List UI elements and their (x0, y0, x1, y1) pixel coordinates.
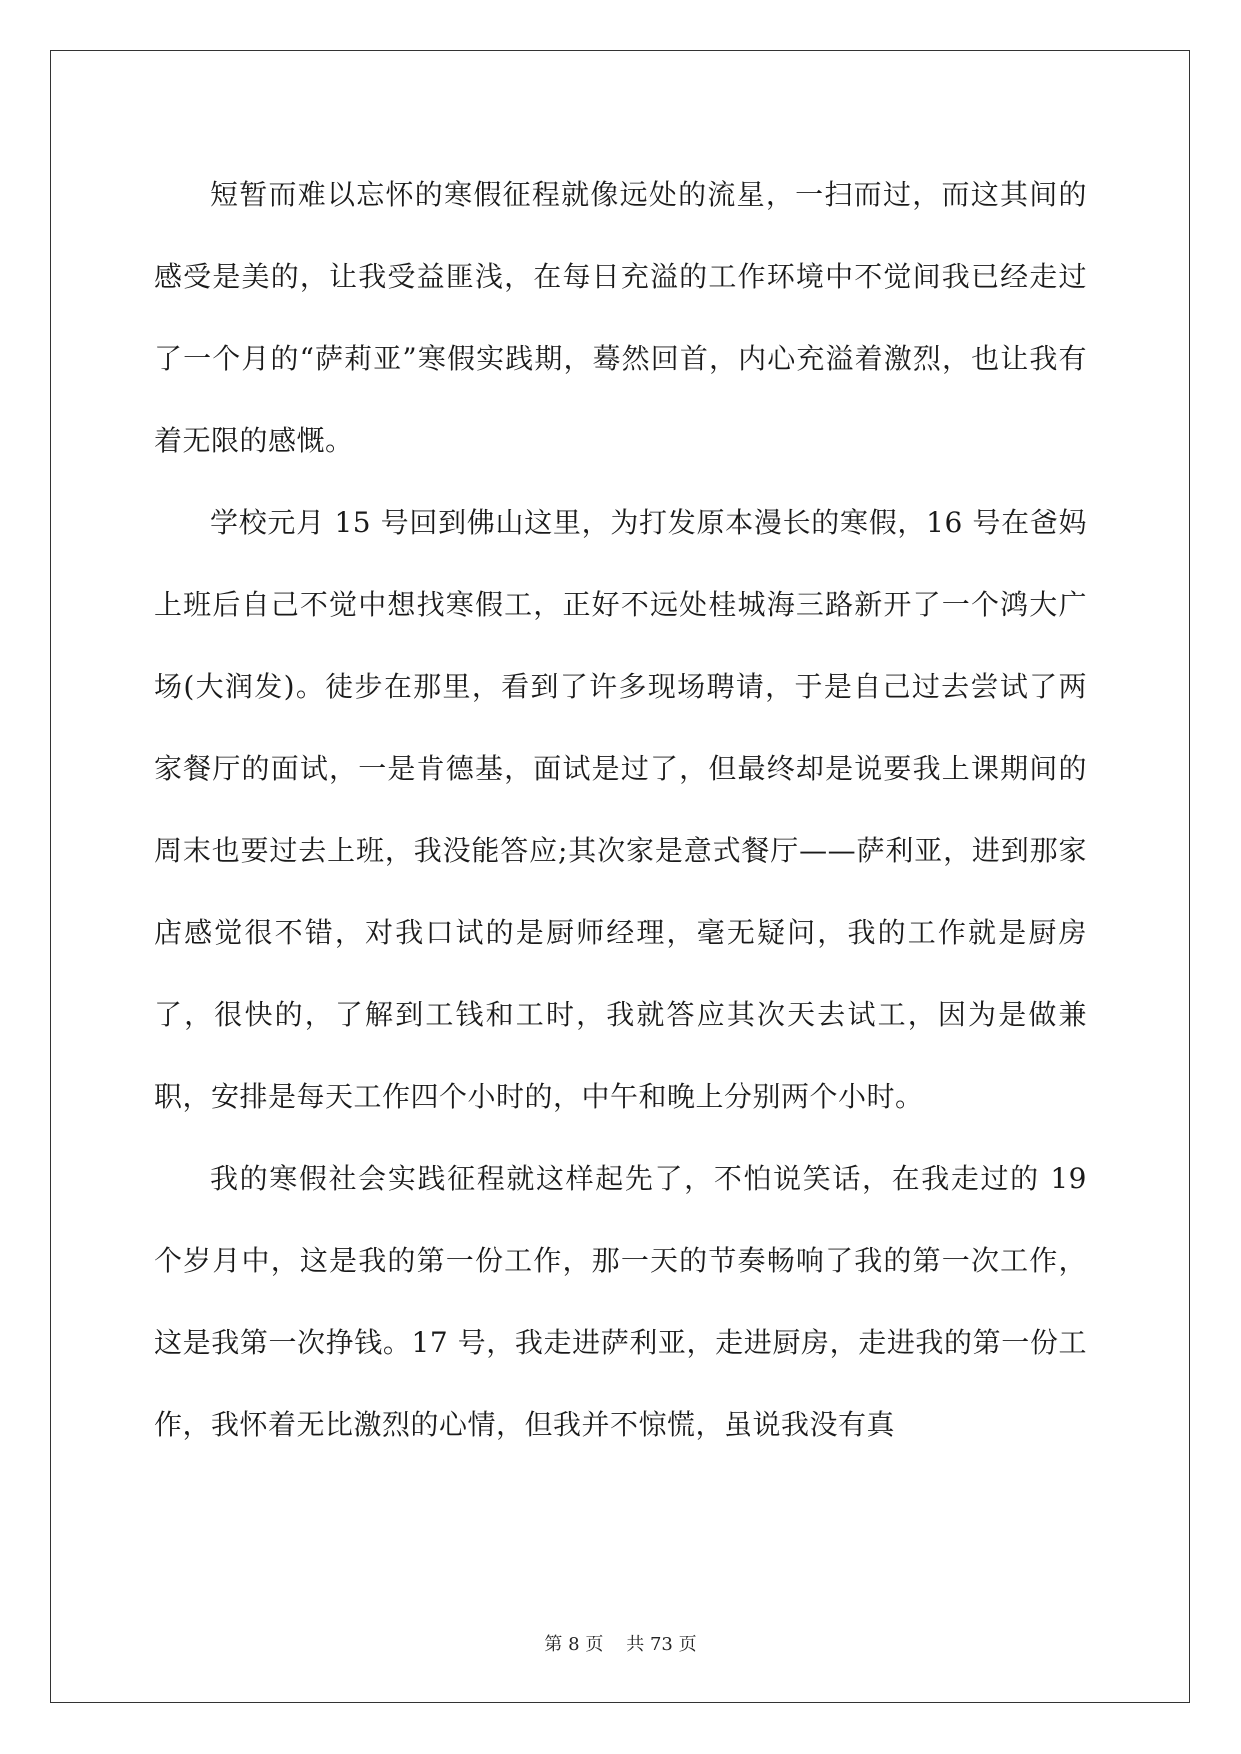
paragraph-2: 学校元月 15 号回到佛山这里，为打发原本漫长的寒假，16 号在爸妈上班后自己不觉中想找寒假工，正好不远处桂城海三路新开了一个鸿大广场(大润发)。徒步在那里，看到了许多现场聘请，于是自己过去尝试了两家餐厅的面试，一是肯德基，面试是过了，但最终却是说要我上课期间的周末也要过去上班，我没能答应;其次家是意式餐厅——萨利亚，进到那家店感觉很不错，对我口试的是厨师经理，毫无疑问，我的工作就是厨房了，很快的，了解到工钱和工时，我就答应其次天去试工，因为是做兼职，安排是每天工作四个小时的，中午和晚上分别两个小时。 (154, 506, 1087, 1113)
document-body (154, 154, 1087, 1466)
paragraph-1: 短暂而难以忘怀的寒假征程就像远处的流星，一扫而过，而这其间的感受是美的，让我受益匪浅，在每日充溢的工作环境中不觉间我已经走过了一个月的“萨莉亚”寒假实践期，蓦然回首，内心充溢着激烈，也让我有着无限的感慨。 (154, 178, 1087, 457)
page-total: 共 73 页 (626, 1634, 697, 1655)
paragraph-3: 我的寒假社会实践征程就这样起先了，不怕说笑话，在我走过的 19 个岁月中，这是我的第一份工作，那一天的节奏畅响了我的第一次工作，这是我第一次挣钱。17 号，我走进萨利亚，走进厨房，走进我的第一份工作，我怀着无比激烈的心情，但我并不惊慌，虽说我没有真 (154, 1162, 1087, 1441)
page-footer (0, 1633, 1241, 1657)
page-number: 第 8 页 (544, 1634, 604, 1655)
